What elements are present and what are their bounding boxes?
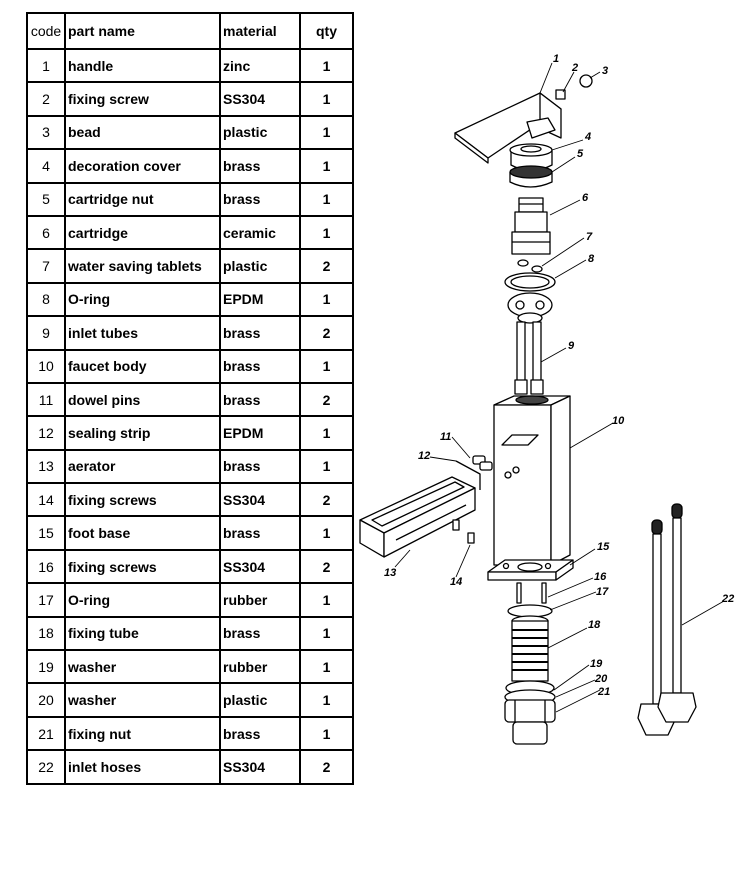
table-row xyxy=(27,583,353,616)
callout-label: 5 xyxy=(577,148,584,160)
qty-cell: 2 xyxy=(300,483,353,516)
material-cell: SS304 xyxy=(220,483,300,516)
qty-cell: 1 xyxy=(300,82,353,115)
part-code-cell: 16 xyxy=(27,550,65,583)
callout-label: 16 xyxy=(594,571,607,583)
table-row xyxy=(27,550,353,583)
part-code-cell: 3 xyxy=(27,116,65,149)
table-row xyxy=(27,82,353,115)
qty-cell: 1 xyxy=(300,717,353,750)
callout-label: 7 xyxy=(586,231,593,243)
o-ring-part xyxy=(505,273,555,291)
qty-cell: 1 xyxy=(300,283,353,316)
part-code-cell: 9 xyxy=(27,316,65,349)
table-row xyxy=(27,350,353,383)
material-cell: plastic xyxy=(220,249,300,282)
part-code-cell: 14 xyxy=(27,483,65,516)
part-name-cell: O-ring xyxy=(65,283,220,316)
table-row xyxy=(27,483,353,516)
qty-cell: 1 xyxy=(300,350,353,383)
callout-label: 14 xyxy=(450,576,463,588)
inlet-plate-part xyxy=(508,293,552,323)
table-row xyxy=(27,183,353,216)
part-code-cell: 10 xyxy=(27,350,65,383)
part-code-cell: 15 xyxy=(27,516,65,549)
fixing-tube-part xyxy=(512,616,548,681)
inlet-hoses-part xyxy=(638,504,696,735)
qty-cell: 1 xyxy=(300,216,353,249)
material-cell: EPDM xyxy=(220,416,300,449)
callout-label: 13 xyxy=(384,567,397,579)
material-cell: EPDM xyxy=(220,283,300,316)
part-name-cell: O-ring xyxy=(65,583,220,616)
parts-table xyxy=(26,12,354,785)
part-name-cell: washer xyxy=(65,650,220,683)
fixing-screw-part xyxy=(517,583,521,603)
callout-label: 11 xyxy=(440,431,452,443)
callout-label: 9 xyxy=(568,340,575,352)
foot-base-part xyxy=(488,560,573,580)
material-cell: SS304 xyxy=(220,550,300,583)
header-material: material xyxy=(220,13,300,49)
material-cell: plastic xyxy=(220,683,300,716)
fixing-screw-part xyxy=(468,533,474,543)
aerator-part xyxy=(360,477,475,557)
callout-label: 17 xyxy=(596,586,609,598)
callout-label: 10 xyxy=(612,415,625,427)
part-name-cell: bead xyxy=(65,116,220,149)
material-cell: brass xyxy=(220,450,300,483)
qty-cell: 1 xyxy=(300,516,353,549)
table-row xyxy=(27,216,353,249)
table-row xyxy=(27,650,353,683)
callout-label: 6 xyxy=(582,192,589,204)
part-name-cell: fixing tube xyxy=(65,617,220,650)
parts-table-body xyxy=(27,49,353,784)
callout-label: 21 xyxy=(598,686,611,698)
material-cell: brass xyxy=(220,350,300,383)
part-name-cell: inlet hoses xyxy=(65,750,220,783)
material-cell: rubber xyxy=(220,650,300,683)
part-name-cell: fixing screw xyxy=(65,82,220,115)
table-header-row xyxy=(27,13,353,49)
header-part-name: part name xyxy=(65,13,220,49)
qty-cell: 2 xyxy=(300,550,353,583)
table-row xyxy=(27,249,353,282)
qty-cell: 1 xyxy=(300,49,353,82)
part-name-cell: water saving tablets xyxy=(65,249,220,282)
o-ring-part xyxy=(508,605,552,617)
cartridge-nut-part xyxy=(510,166,552,187)
table-row xyxy=(27,283,353,316)
callout-label: 18 xyxy=(588,619,601,631)
part-name-cell: fixing nut xyxy=(65,717,220,750)
qty-cell: 1 xyxy=(300,683,353,716)
callout-label: 4 xyxy=(585,131,592,143)
water-saving-tablet xyxy=(518,260,528,266)
qty-cell: 2 xyxy=(300,316,353,349)
material-cell: brass xyxy=(220,717,300,750)
part-name-cell: decoration cover xyxy=(65,149,220,182)
dowel-pins-part xyxy=(473,456,492,470)
part-code-cell: 8 xyxy=(27,283,65,316)
qty-cell: 2 xyxy=(300,383,353,416)
qty-cell: 1 xyxy=(300,149,353,182)
bead-part xyxy=(580,75,592,87)
table-row xyxy=(27,683,353,716)
part-code-cell: 21 xyxy=(27,717,65,750)
callout-label: 22 xyxy=(722,593,735,605)
material-cell: plastic xyxy=(220,116,300,149)
fixing-screw-part xyxy=(542,583,546,603)
table-row xyxy=(27,416,353,449)
part-code-cell: 19 xyxy=(27,650,65,683)
part-name-cell: fixing screws xyxy=(65,483,220,516)
fixing-nut-part xyxy=(505,700,555,744)
part-code-cell: 2 xyxy=(27,82,65,115)
callout-label: 8 xyxy=(588,253,595,265)
part-code-cell: 20 xyxy=(27,683,65,716)
part-name-cell: foot base xyxy=(65,516,220,549)
qty-cell: 1 xyxy=(300,583,353,616)
material-cell: brass xyxy=(220,316,300,349)
table-row xyxy=(27,450,353,483)
part-name-cell: handle xyxy=(65,49,220,82)
qty-cell: 2 xyxy=(300,249,353,282)
callout-label: 1 xyxy=(553,53,560,65)
fixing-screw-part xyxy=(453,520,459,530)
qty-cell: 1 xyxy=(300,650,353,683)
part-name-cell: fixing screws xyxy=(65,550,220,583)
material-cell: brass xyxy=(220,617,300,650)
callout-label: 3 xyxy=(602,65,609,77)
material-cell: zinc xyxy=(220,49,300,82)
cartridge-part xyxy=(512,198,550,254)
material-cell: brass xyxy=(220,383,300,416)
part-code-cell: 17 xyxy=(27,583,65,616)
part-code-cell: 7 xyxy=(27,249,65,282)
inlet-tubes-part xyxy=(515,322,543,394)
part-code-cell: 5 xyxy=(27,183,65,216)
faucet-body-part xyxy=(494,396,570,565)
header-code: code xyxy=(27,13,65,49)
callout-label: 15 xyxy=(597,541,610,553)
callout-label: 19 xyxy=(590,658,603,670)
material-cell: SS304 xyxy=(220,82,300,115)
part-name-cell: dowel pins xyxy=(65,383,220,416)
table-row xyxy=(27,617,353,650)
part-code-cell: 18 xyxy=(27,617,65,650)
material-cell: brass xyxy=(220,516,300,549)
qty-cell: 1 xyxy=(300,183,353,216)
qty-cell: 2 xyxy=(300,750,353,783)
qty-cell: 1 xyxy=(300,416,353,449)
material-cell: brass xyxy=(220,149,300,182)
material-cell: rubber xyxy=(220,583,300,616)
part-name-cell: sealing strip xyxy=(65,416,220,449)
table-row xyxy=(27,316,353,349)
table-row xyxy=(27,717,353,750)
part-name-cell: cartridge xyxy=(65,216,220,249)
callout-labels xyxy=(384,53,734,698)
part-name-cell: faucet body xyxy=(65,350,220,383)
qty-cell: 1 xyxy=(300,116,353,149)
part-code-cell: 11 xyxy=(27,383,65,416)
table-row xyxy=(27,383,353,416)
table-row xyxy=(27,516,353,549)
part-name-cell: aerator xyxy=(65,450,220,483)
part-code-cell: 6 xyxy=(27,216,65,249)
part-name-cell: washer xyxy=(65,683,220,716)
table-row xyxy=(27,116,353,149)
qty-cell: 1 xyxy=(300,617,353,650)
part-name-cell: inlet tubes xyxy=(65,316,220,349)
part-code-cell: 4 xyxy=(27,149,65,182)
table-row xyxy=(27,49,353,82)
material-cell: brass xyxy=(220,183,300,216)
material-cell: SS304 xyxy=(220,750,300,783)
callout-label: 12 xyxy=(418,450,431,462)
part-code-cell: 1 xyxy=(27,49,65,82)
header-qty: qty xyxy=(300,13,353,49)
part-code-cell: 13 xyxy=(27,450,65,483)
material-cell: ceramic xyxy=(220,216,300,249)
water-saving-tablet xyxy=(532,266,542,272)
part-name-cell: cartridge nut xyxy=(65,183,220,216)
callout-label: 2 xyxy=(572,62,579,74)
part-code-cell: 12 xyxy=(27,416,65,449)
exploded-faucet-diagram xyxy=(350,50,750,760)
table-row xyxy=(27,149,353,182)
table-row xyxy=(27,750,353,783)
qty-cell: 1 xyxy=(300,450,353,483)
callout-label: 20 xyxy=(595,673,608,685)
part-code-cell: 22 xyxy=(27,750,65,783)
